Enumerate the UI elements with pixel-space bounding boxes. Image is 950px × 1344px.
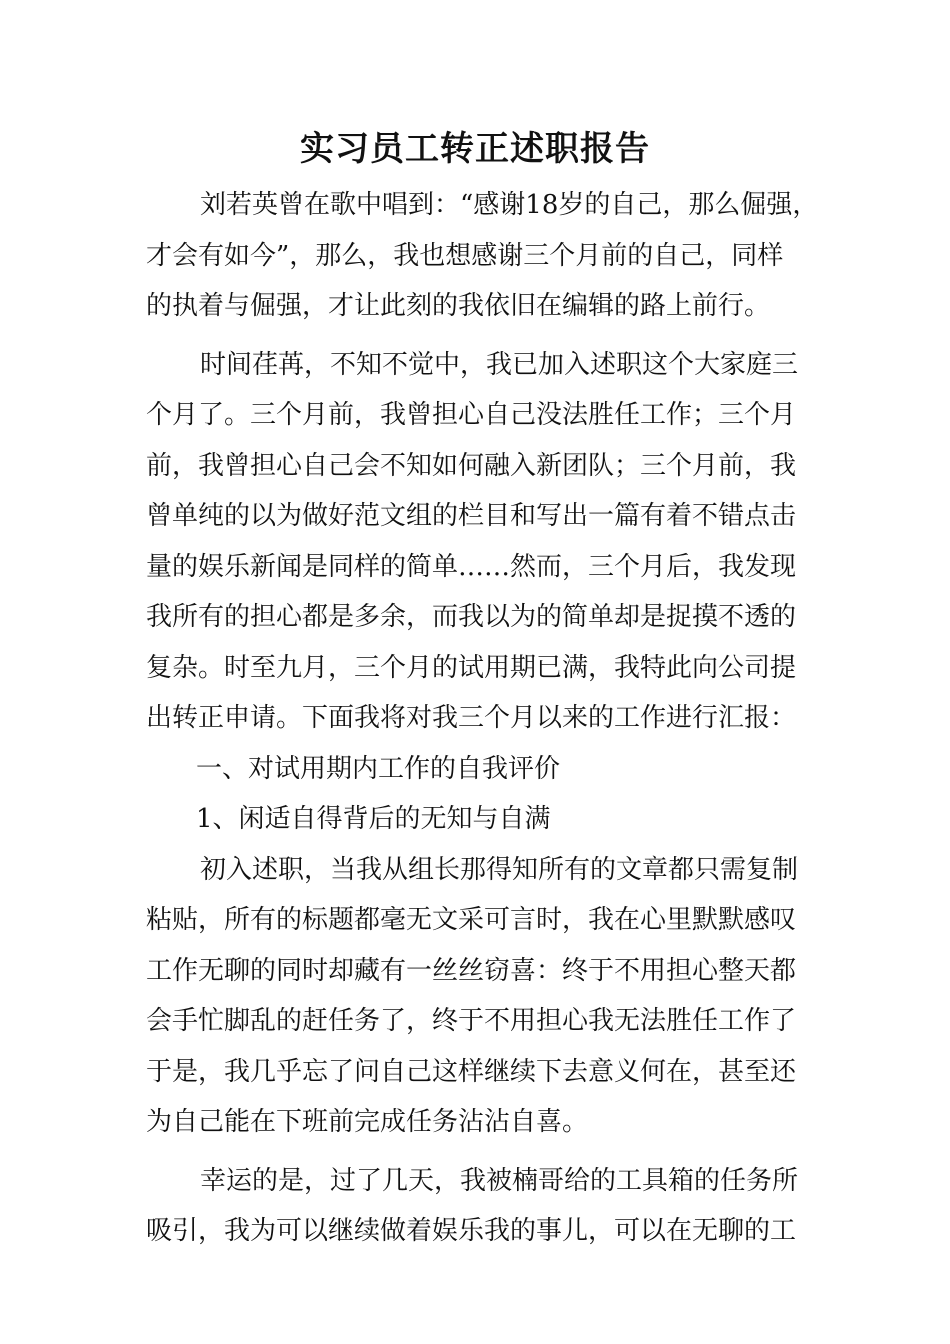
paragraph-line: 我所有的担心都是多余，而我以为的简单却是捉摸不透的 (146, 602, 797, 632)
section-heading: 一、对试用期内工作的自我评价 (196, 753, 561, 784)
paragraph-line: 粘贴，所有的标题都毫无文采可言时，我在心里默默感叹 (146, 905, 797, 935)
paragraph-line: 刘若英曾在歌中唱到：“感谢18岁的自己，那么倔强， (200, 190, 819, 220)
paragraph-line: 曾单纯的以为做好范文组的栏目和写出一篇有着不错点击 (146, 501, 797, 531)
paragraph-line: 出转正申请。下面我将对我三个月以来的工作进行汇报： (146, 703, 797, 733)
paragraph-line: 个月了。三个月前，我曾担心自己没法胜任工作；三个月 (146, 400, 797, 430)
subsection-heading: 1、闲适自得背后的无知与自满 (196, 804, 551, 834)
paragraph-line: 吸引，我为可以继续做着娱乐我的事儿，可以在无聊的工 (146, 1216, 797, 1246)
document-title: 实习员工转正述职报告 (300, 129, 650, 169)
paragraph-line: 工作无聊的同时却藏有一丝丝窃喜：终于不用担心整天都 (146, 955, 797, 986)
paragraph-line: 的执着与倔强，才让此刻的我依旧在编辑的路上前行。 (146, 291, 771, 321)
paragraph-line: 初入述职，当我从组长那得知所有的文章都只需复制 (200, 854, 799, 885)
paragraph-line: 会手忙脚乱的赶任务了，终于不用担心我无法胜任工作了 (146, 1006, 797, 1036)
paragraph-line: 时间荏苒，不知不觉中，我已加入述职这个大家庭三 (200, 349, 799, 380)
paragraph-line: 前，我曾担心自己会不知如何融入新团队；三个月前，我 (146, 450, 797, 481)
paragraph-line: 复杂。时至九月，三个月的试用期已满，我特此向公司提 (146, 652, 797, 683)
paragraph-line: 才会有如今”，那么，我也想感谢三个月前的自己，同样 (146, 240, 784, 271)
paragraph-line: 为自己能在下班前完成任务沾沾自喜。 (146, 1107, 589, 1137)
paragraph-line: 幸运的是，过了几天，我被楠哥给的工具箱的任务所 (200, 1165, 799, 1196)
paragraph-line: 量的娱乐新闻是同样的简单……然而，三个月后，我发现 (146, 551, 797, 582)
paragraph-line: 于是，我几乎忘了问自己这样继续下去意义何在，甚至还 (146, 1056, 797, 1087)
document-body (146, 180, 819, 1257)
